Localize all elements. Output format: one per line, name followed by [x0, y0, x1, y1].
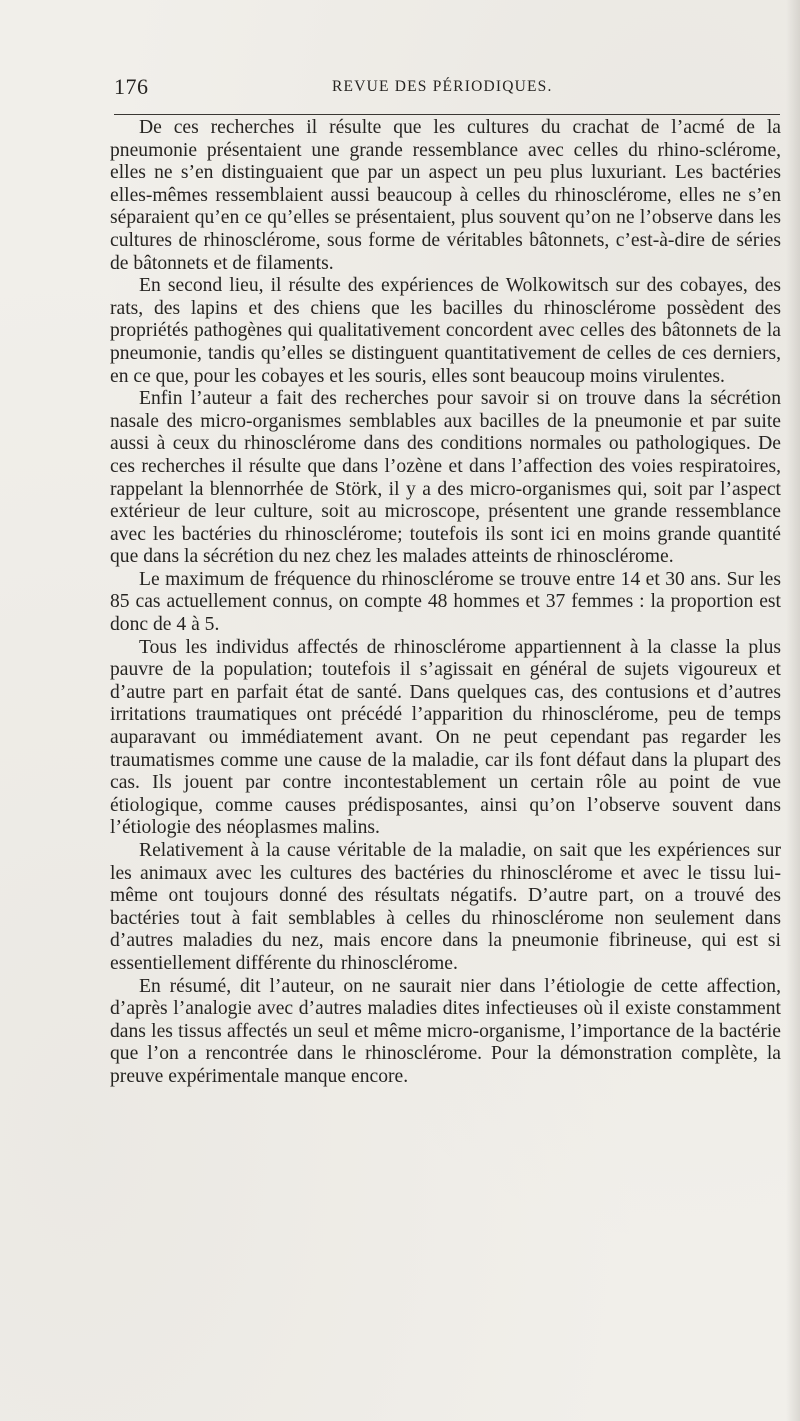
paragraph: Relativement à la cause véritable de la maladie, on sait que les expériences sur les animaux avec les cultures des bactéries du rhinosclérome et avec le tissu lui-même ont toujours donné des résultats négatifs. D’autre part, on a trouvé des bactéries tout à fait semblables à celles du rhinosclérome non seulement dans d’autres maladies du nez, mais encore dans la pneumonie fibrineuse, qui est si essentiellement différente du rhinosclérome.: [110, 840, 781, 974]
paragraph: Enfin l’auteur a fait des recherches pour savoir si on trouve dans la sécrétion nasale des micro-organismes semblables aux bacilles de la pneumonie et par suite aussi à ceux du rhinosclérome dans des conditions normales ou pathologiques. De ces recherches il résulte que dans l’ozène et dans l’affection des voies respiratoires, rappelant la blennorrhée de Störk, il y a des micro-organismes qui, soit par l’aspect extérieur de leur culture, soit au microscope, présentent une grande ressemblance avec les bactéries du rhinosclérome; toutefois ils sont ici en moins grande quantité que dans la sécrétion du nez chez les malades atteints de rhinosclérome.: [110, 388, 781, 568]
header-rule: [114, 114, 780, 115]
paragraph: En second lieu, il résulte des expériences de Wolkowitsch sur des cobayes, des rats, des lapins et des chiens que les bacilles du rhinosclérome possèdent des propriétés pathogènes qui qualitativement concordent avec celles des bâtonnets de la pneumonie, tandis qu’elles se distinguent quantitativement de celles de ces derniers, en ce que, pour les cobayes et les souris, elles sont beaucoup moins virulentes.: [110, 275, 781, 387]
running-head: REVUE DES PÉRIODIQUES.: [332, 78, 553, 95]
page-edge-shadow: [786, 0, 800, 1421]
paragraph: Le maximum de fréquence du rhinosclérome se trouve entre 14 et 30 ans. Sur les 85 cas actuellement connus, on compte 48 hommes et 37 femmes : la proportion est donc de 4 à 5.: [110, 568, 781, 636]
paragraph: De ces recherches il résulte que les cultures du crachat de l’acmé de la pneumonie présentaient une grande ressemblance avec celles du rhino-sclérome, elles ne s’en distinguaient que par un aspect un peu plus luxuriant. Les bactéries elles-mêmes ressemblaient aussi beaucoup à celles du rhinosclérome, elles ne s’en séparaient qu’en ce qu’elles se présentaient, plus souvent qu’on ne l’observe dans les cultures de rhinosclérome, sous forme de véritables bâtonnets, c’est-à-dire de séries de bâtonnets et de filaments.: [110, 117, 781, 274]
page-header: [114, 72, 780, 102]
paragraph: En résumé, dit l’auteur, on ne saurait nier dans l’étiologie de cette affection, d’après l’analogie avec d’autres maladies dites infectieuses où il existe constamment dans les tissus affectés un seul et même micro-organisme, l’importance de la bactérie que l’on a rencontrée dans le rhinosclérome. Pour la démonstration complète, la preuve expérimentale manque encore.: [110, 975, 781, 1087]
page-number: 176: [114, 74, 149, 99]
paragraph: Tous les individus affectés de rhinosclérome appartiennent à la classe la plus pauvre de la population; toutefois il s’agissait en général de sujets vigoureux et d’autre part en parfait état de santé. Dans quelques cas, des contusions et d’autres irritations traumatiques ont précédé l’apparition du rhinosclérome, peu de temps auparavant ou immédiatement avant. On ne peut cependant pas regarder les traumatismes comme une cause de la maladie, car ils font défaut dans la plupart des cas. Ils jouent par contre incontestablement un certain rôle au point de vue étiologique, comme causes prédisposantes, ainsi qu’on l’observe souvent dans l’étiologie des néoplasmes malins.: [110, 636, 781, 839]
article-body: [110, 117, 781, 1089]
